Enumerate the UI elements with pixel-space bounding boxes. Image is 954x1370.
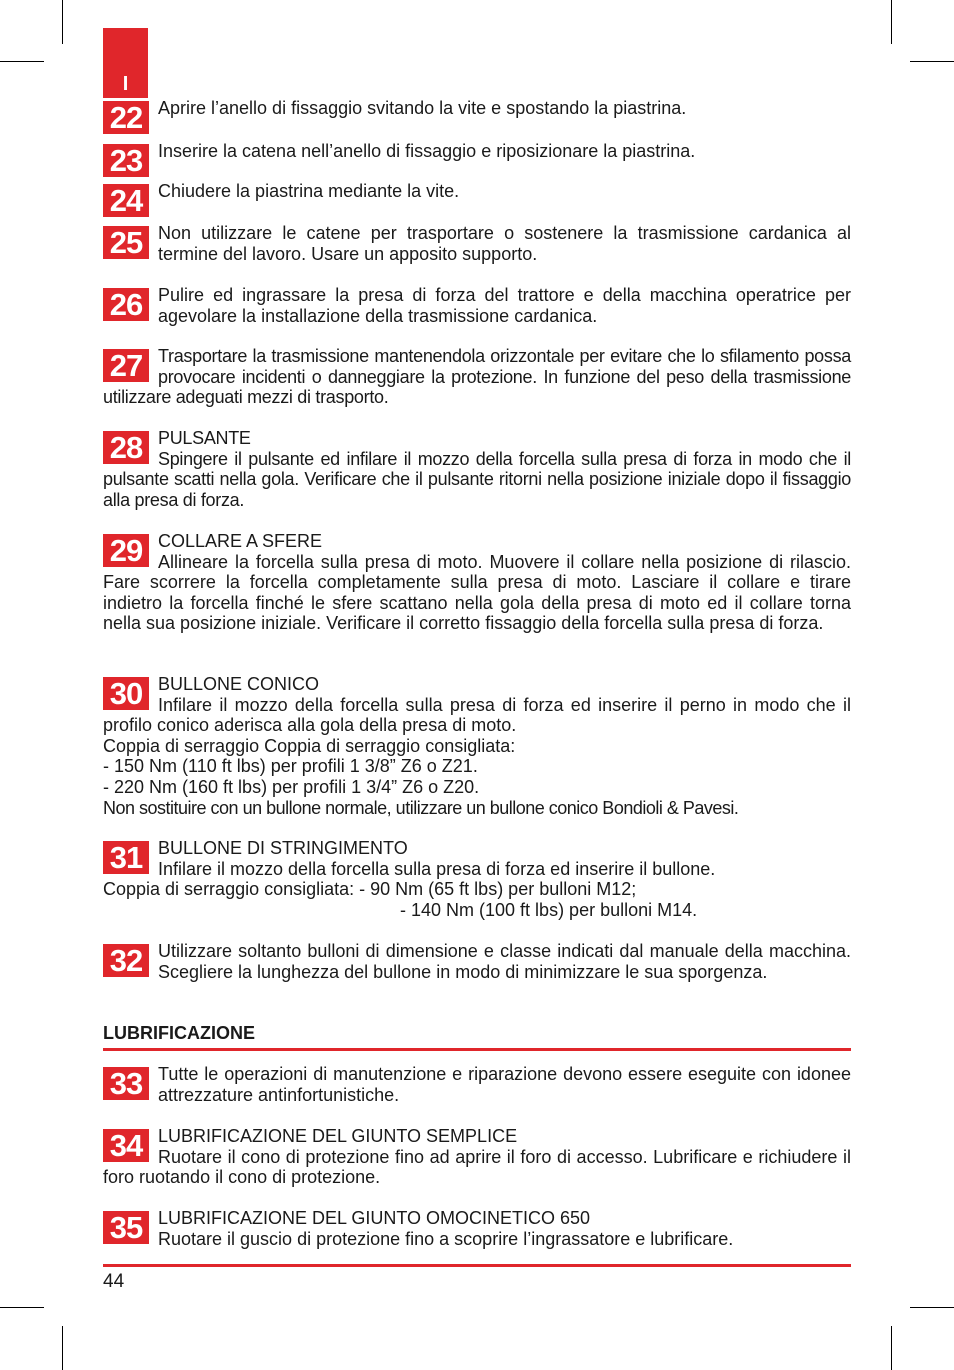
step-warning: Non sostituire con un bullone normale, utilizzare un bullone conico Bondioli & Pavesi.: [103, 797, 739, 818]
step-text: Ruotare il guscio di protezione fino a scoprire l’ingrassatore e lubrificare.: [158, 1228, 734, 1249]
step-26: [103, 285, 851, 326]
step-28: [103, 428, 851, 510]
step-text: Utilizzare soltanto bulloni di dimensione e classe indicati dal manuale della macchina. Scegliere la lunghezza del bullone in modo di minimizzare le sua sporgenza.: [158, 941, 851, 982]
crop-mark: [891, 0, 892, 44]
step-text: Pulire ed ingrassare la presa di forza del trattore e della macchina operatrice per agevolare la installazione della trasmissione cardanica.: [158, 285, 851, 326]
step-number-badge: 30: [103, 677, 149, 710]
step-text: Allineare la forcella sulla presa di moto. Muovere il collare nella posizione di rilascio. Fare scorrere la forcella completamente sulla presa di moto. Lasciare il collare e tirare indietro la forcella finché le sfere scattano nella gola della presa di moto ed il collare torna nella sua posizione iniziale. Verificare il corretto fissaggio della forcella sulla presa di forza.: [103, 551, 851, 634]
step-text: Inserire la catena nell’anello di fissaggio e riposizionare la piastrina.: [158, 141, 696, 161]
torque-value: - 220 Nm (160 ft lbs) per profili 1 3/4” Z6 o Z20.: [103, 776, 480, 797]
page-number: 44: [103, 1271, 125, 1292]
step-text: Trasportare la trasmissione mantenendola orizzontale per evitare che lo sfilamento possa provocare incidenti o danneggiare la protezione. In funzione del peso della trasmissione utilizzare adeguati mezzi di trasporto.: [103, 346, 851, 408]
crop-mark: [891, 1326, 892, 1370]
step-text: Non utilizzare le catene per trasportare o sostenere la trasmissione cardanica al termine del lavoro. Usare un apposito supporto.: [158, 223, 851, 264]
step-33: [103, 1064, 851, 1105]
step-35: [103, 1208, 851, 1249]
step-27: [103, 346, 851, 408]
step-25: [103, 223, 851, 264]
step-number-badge: 22: [103, 101, 149, 134]
step-number-badge: 35: [103, 1211, 149, 1244]
step-title: LUBRIFICAZIONE DEL GIUNTO SEMPLICE: [158, 1126, 518, 1146]
crop-mark: [0, 1307, 44, 1308]
step-number-badge: 33: [103, 1067, 149, 1100]
step-number-badge: 23: [103, 144, 149, 177]
language-tab: [103, 28, 148, 98]
step-22: [103, 98, 851, 134]
step-number-badge: 29: [103, 534, 149, 567]
step-text: Infilare il mozzo della forcella sulla presa di forza ed inserire il perno in modo che il profilo conico aderisca alla gola della presa di moto.: [103, 694, 851, 736]
step-number-badge: 25: [103, 226, 149, 259]
language-tab-label: I: [122, 73, 129, 95]
step-text: Infilare il mozzo della forcella sulla presa di forza ed inserire il bullone.: [158, 858, 716, 879]
step-31: [103, 838, 851, 920]
step-number-badge: 27: [103, 349, 149, 382]
crop-mark: [62, 1326, 63, 1370]
step-title: BULLONE DI STRINGIMENTO: [158, 838, 408, 858]
crop-mark: [910, 1307, 954, 1308]
step-number-badge: 28: [103, 431, 149, 464]
crop-mark: [0, 61, 44, 62]
torque-value: - 140 Nm (100 ft lbs) per bulloni M14.: [400, 899, 698, 920]
crop-mark: [62, 0, 63, 44]
step-number-badge: 31: [103, 841, 149, 874]
step-text: Ruotare il cono di protezione fino ad aprire il foro di accesso. Lubrificare e richiudere il foro ruotando il cono di protezione.: [103, 1146, 851, 1188]
step-number-badge: 32: [103, 944, 149, 977]
step-24: [103, 181, 851, 217]
step-title: LUBRIFICAZIONE DEL GIUNTO OMOCINETICO 650: [158, 1208, 591, 1228]
step-30: [103, 674, 851, 818]
step-text: Aprire l’anello di fissaggio svitando la vite e spostando la piastrina.: [158, 98, 687, 118]
step-text: Chiudere la piastrina mediante la vite.: [158, 181, 460, 201]
step-number-badge: 34: [103, 1129, 149, 1162]
torque-value: Coppia di serraggio consigliata: - 90 Nm (65 ft lbs) per bulloni M12;: [103, 879, 637, 900]
step-32: [103, 941, 851, 982]
footer-rule: [103, 1264, 851, 1267]
step-23: [103, 141, 851, 177]
step-text: Tutte le operazioni di manutenzione e riparazione devono essere eseguite con idonee attrezzature antinfortunistiche.: [158, 1064, 851, 1105]
section-heading: LUBRIFICAZIONE: [103, 1022, 851, 1051]
step-title: PULSANTE: [158, 428, 251, 448]
step-text: Spingere il pulsante ed infilare il mozzo della forcella sulla presa di forza in modo che il pulsante scatti nella gola. Verificare che il pulsante ritorni nella posizione iniziale dopo il fissaggio alla presa di forza.: [103, 448, 851, 510]
crop-mark: [910, 61, 954, 62]
step-number-badge: 26: [103, 288, 149, 321]
step-29: [103, 531, 851, 634]
torque-value: - 150 Nm (110 ft lbs) per profili 1 3/8” Z6 o Z21.: [103, 756, 478, 777]
step-title: COLLARE A SFERE: [158, 531, 323, 551]
step-34: [103, 1126, 851, 1188]
step-title: BULLONE CONICO: [158, 674, 320, 694]
step-number-badge: 24: [103, 184, 149, 217]
torque-heading: Coppia di serraggio Coppia di serraggio consigliata:: [103, 735, 516, 756]
